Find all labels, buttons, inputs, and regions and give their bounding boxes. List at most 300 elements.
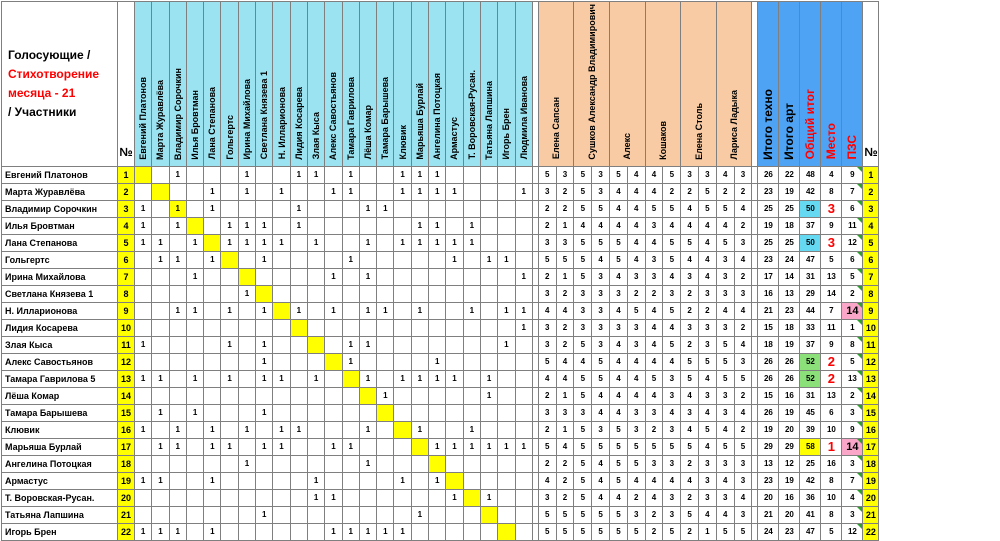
place-value: 13	[821, 268, 842, 285]
vote-cell	[359, 285, 376, 302]
vote-cell	[325, 285, 342, 302]
jury-score: 3	[699, 489, 717, 506]
jury-score: 4	[681, 200, 699, 217]
vote-cell	[238, 302, 255, 319]
tech-total: 21	[758, 302, 779, 319]
vote-cell	[186, 166, 203, 183]
corner-title	[2, 2, 118, 167]
vote-cell	[152, 387, 169, 404]
place-label: Место	[824, 123, 839, 160]
vote-cell: 1	[394, 234, 411, 251]
jury-score: 4	[610, 217, 628, 234]
vote-cell: 1	[429, 183, 446, 200]
vote-cell	[394, 353, 411, 370]
vote-cell	[480, 336, 497, 353]
vote-cell	[307, 506, 324, 523]
corner-month-label: месяца - 21	[8, 85, 76, 100]
vote-cell	[256, 285, 273, 302]
vote-cell: 1	[515, 438, 532, 455]
jury-score: 5	[645, 438, 663, 455]
jury-score: 5	[610, 234, 628, 251]
jury-score: 4	[716, 166, 734, 183]
vote-cell	[498, 489, 515, 506]
vote-cell: 1	[256, 302, 273, 319]
jury-score: 3	[681, 166, 699, 183]
vote-cell	[463, 336, 480, 353]
tech-total: 26	[758, 166, 779, 183]
vote-cell	[446, 200, 463, 217]
vote-cell: 1	[411, 234, 428, 251]
vote-cell: 1	[221, 336, 238, 353]
jury-score: 5	[574, 268, 592, 285]
jury-score: 3	[538, 404, 556, 421]
jury-score: 5	[610, 166, 628, 183]
vote-cell	[394, 336, 411, 353]
jury-score: 4	[556, 370, 574, 387]
vote-cell	[429, 523, 446, 540]
jury-score: 5	[645, 200, 663, 217]
vote-cell	[429, 200, 446, 217]
tech-total: 23	[758, 251, 779, 268]
vote-cell	[463, 319, 480, 336]
jury-score: 5	[574, 166, 592, 183]
jury-score: 3	[645, 268, 663, 285]
pzs-value: 6	[842, 200, 863, 217]
jury-score: 4	[645, 387, 663, 404]
jury-score: 3	[734, 353, 752, 370]
vote-cell: 1	[307, 370, 324, 387]
overall-total: 44	[800, 302, 821, 319]
table-row	[2, 370, 879, 387]
vote-cell	[221, 285, 238, 302]
jury-score: 5	[610, 523, 628, 540]
participant-name: Татьяна Лапшина	[2, 506, 118, 523]
vote-cell	[446, 319, 463, 336]
vote-cell	[411, 353, 428, 370]
vote-cell: 1	[186, 404, 203, 421]
vote-cell	[446, 353, 463, 370]
table-row	[2, 302, 879, 319]
jury-score: 3	[592, 421, 610, 438]
vote-cell	[169, 336, 186, 353]
vote-cell	[446, 268, 463, 285]
jury-score: 3	[699, 336, 717, 353]
participant-number: 4	[118, 217, 135, 234]
vote-cell	[238, 251, 255, 268]
tech-total-label: Итого техно	[761, 88, 776, 160]
vote-cell	[152, 421, 169, 438]
vote-cell	[204, 302, 221, 319]
vote-cell: 1	[169, 438, 186, 455]
participant-name: Армастус	[2, 472, 118, 489]
art-total: 18	[779, 319, 800, 336]
jury-score: 4	[645, 472, 663, 489]
jury-score: 5	[716, 438, 734, 455]
vote-cell	[463, 183, 480, 200]
vote-cell	[411, 336, 428, 353]
vote-cell	[359, 506, 376, 523]
vote-cell	[152, 183, 169, 200]
vote-cell: 1	[169, 166, 186, 183]
jury-score: 2	[734, 421, 752, 438]
table-row	[2, 251, 879, 268]
participant-name: Клювик	[2, 421, 118, 438]
jury-score: 3	[699, 455, 717, 472]
vote-cell	[515, 200, 532, 217]
voter-header	[377, 2, 394, 167]
vote-cell	[307, 336, 324, 353]
jury-score: 5	[610, 438, 628, 455]
vote-cell	[515, 506, 532, 523]
vote-cell	[238, 370, 255, 387]
vote-cell	[359, 353, 376, 370]
jury-score: 2	[538, 387, 556, 404]
pzs-value: 3	[842, 506, 863, 523]
participant-name: Игорь Брен	[2, 523, 118, 540]
jury-score: 4	[627, 217, 645, 234]
art-total: 16	[779, 489, 800, 506]
jury-score: 4	[610, 200, 628, 217]
jury-score: 5	[716, 200, 734, 217]
table-row	[2, 336, 879, 353]
vote-cell	[238, 404, 255, 421]
vote-cell	[325, 455, 342, 472]
vote-cell: 1	[152, 251, 169, 268]
overall-total: 50	[800, 234, 821, 251]
jury-score: 4	[556, 353, 574, 370]
jury-score: 5	[663, 302, 681, 319]
jury-score: 3	[538, 336, 556, 353]
voter-header	[480, 2, 497, 167]
jury-score: 4	[645, 166, 663, 183]
vote-cell	[325, 251, 342, 268]
voter-header	[463, 2, 480, 167]
vote-cell	[135, 302, 152, 319]
vote-cell	[377, 319, 394, 336]
place-value: 1	[821, 438, 842, 455]
vote-cell	[186, 506, 203, 523]
vote-cell: 1	[342, 336, 359, 353]
jury-score: 2	[681, 523, 699, 540]
vote-cell	[480, 217, 497, 234]
jury-score: 2	[716, 183, 734, 200]
jury-score: 5	[681, 506, 699, 523]
participant-number: 18	[118, 455, 135, 472]
vote-cell	[480, 234, 497, 251]
participant-number-right: 4	[863, 217, 879, 234]
vote-cell	[429, 251, 446, 268]
jury-score: 4	[681, 387, 699, 404]
vote-cell: 1	[290, 421, 307, 438]
vote-cell	[307, 421, 324, 438]
jury-score: 5	[556, 251, 574, 268]
vote-cell	[273, 251, 290, 268]
jury-score: 3	[663, 370, 681, 387]
jury-score: 3	[627, 404, 645, 421]
vote-cell	[238, 200, 255, 217]
vote-cell	[515, 387, 532, 404]
jury-name: Елена Столь	[693, 102, 704, 160]
vote-cell	[307, 387, 324, 404]
jury-score: 4	[645, 183, 663, 200]
vote-cell	[515, 489, 532, 506]
num-header-right-label: №	[864, 144, 878, 159]
vote-cell: 1	[429, 370, 446, 387]
vote-cell: 1	[463, 302, 480, 319]
art-total: 18	[779, 217, 800, 234]
art-total: 23	[779, 523, 800, 540]
participant-number: 17	[118, 438, 135, 455]
vote-cell	[238, 438, 255, 455]
vote-cell	[152, 302, 169, 319]
place-value: 11	[821, 319, 842, 336]
jury-score: 4	[734, 404, 752, 421]
vote-cell	[342, 234, 359, 251]
vote-cell	[377, 353, 394, 370]
jury-score: 2	[681, 285, 699, 302]
vote-cell	[515, 353, 532, 370]
table-row	[2, 404, 879, 421]
voter-name: Илья Бровтман	[190, 89, 201, 160]
pzs-header	[842, 2, 863, 167]
jury-score: 3	[716, 268, 734, 285]
jury-score: 4	[574, 353, 592, 370]
overall-total-label: Общий итог	[803, 89, 818, 160]
vote-cell	[135, 489, 152, 506]
vote-cell: 1	[256, 353, 273, 370]
vote-cell	[446, 404, 463, 421]
participant-name: Илья Бровтман	[2, 217, 118, 234]
vote-cell	[152, 285, 169, 302]
jury-score: 3	[699, 285, 717, 302]
jury-score: 5	[574, 455, 592, 472]
place-value: 8	[821, 183, 842, 200]
vote-cell	[169, 268, 186, 285]
table-row	[2, 217, 879, 234]
vote-cell	[394, 404, 411, 421]
jury-score: 3	[734, 166, 752, 183]
art-total: 14	[779, 268, 800, 285]
pzs-value: 12	[842, 234, 863, 251]
vote-cell	[394, 268, 411, 285]
vote-cell	[152, 200, 169, 217]
jury-score: 5	[592, 200, 610, 217]
jury-score: 5	[556, 523, 574, 540]
vote-cell: 1	[394, 166, 411, 183]
voter-name: Н. Илларионова	[276, 87, 287, 160]
vote-cell	[238, 319, 255, 336]
jury-score: 3	[716, 387, 734, 404]
vote-cell: 1	[342, 353, 359, 370]
vote-cell	[186, 421, 203, 438]
vote-cell	[204, 336, 221, 353]
vote-cell	[307, 353, 324, 370]
vote-cell	[480, 268, 497, 285]
participant-number: 14	[118, 387, 135, 404]
vote-cell	[377, 370, 394, 387]
jury-score: 3	[699, 319, 717, 336]
art-total: 19	[779, 472, 800, 489]
jury-score: 2	[538, 268, 556, 285]
jury-score: 3	[734, 234, 752, 251]
jury-score: 4	[610, 302, 628, 319]
jury-score: 4	[610, 404, 628, 421]
vote-cell	[342, 421, 359, 438]
overall-total: 31	[800, 387, 821, 404]
jury-score: 2	[645, 285, 663, 302]
vote-cell: 1	[204, 438, 221, 455]
jury-score: 3	[645, 455, 663, 472]
vote-cell	[394, 489, 411, 506]
jury-score: 3	[699, 387, 717, 404]
jury-score: 5	[592, 353, 610, 370]
vote-cell: 1	[221, 234, 238, 251]
vote-cell	[429, 489, 446, 506]
voter-name: Ирина Михайлова	[241, 79, 252, 160]
jury-header	[610, 2, 646, 167]
vote-cell	[204, 506, 221, 523]
vote-cell	[342, 302, 359, 319]
pzs-value: 8	[842, 336, 863, 353]
voter-name: Людмила Иванова	[518, 76, 529, 160]
vote-cell	[186, 251, 203, 268]
voter-name: Игорь Брен	[501, 108, 512, 160]
participant-name: Злая Кыса	[2, 336, 118, 353]
participant-number-right: 3	[863, 200, 879, 217]
vote-cell	[135, 353, 152, 370]
participant-name: Лидия Косарева	[2, 319, 118, 336]
vote-cell	[290, 506, 307, 523]
overall-total: 36	[800, 489, 821, 506]
vote-cell	[221, 523, 238, 540]
vote-cell: 1	[290, 166, 307, 183]
jury-score: 3	[681, 268, 699, 285]
vote-cell	[394, 251, 411, 268]
art-total: 25	[779, 234, 800, 251]
jury-score: 3	[645, 251, 663, 268]
jury-score: 5	[574, 370, 592, 387]
vote-cell	[463, 166, 480, 183]
tech-total: 19	[758, 421, 779, 438]
participant-number-right: 16	[863, 421, 879, 438]
jury-score: 4	[627, 166, 645, 183]
place-value: 3	[821, 234, 842, 251]
overall-total: 39	[800, 421, 821, 438]
jury-score: 5	[574, 200, 592, 217]
vote-cell	[325, 506, 342, 523]
jury-score: 4	[627, 472, 645, 489]
vote-cell: 1	[204, 200, 221, 217]
jury-score: 5	[592, 506, 610, 523]
vote-cell: 1	[359, 370, 376, 387]
vote-cell	[325, 319, 342, 336]
pzs-value: 2	[842, 285, 863, 302]
tech-total: 29	[758, 438, 779, 455]
vote-cell	[256, 387, 273, 404]
vote-cell	[498, 319, 515, 336]
pzs-value: 1	[842, 319, 863, 336]
vote-cell: 1	[169, 200, 186, 217]
vote-cell	[273, 489, 290, 506]
vote-cell	[273, 455, 290, 472]
vote-cell	[290, 489, 307, 506]
vote-cell	[169, 353, 186, 370]
jury-score: 5	[663, 166, 681, 183]
vote-cell	[221, 421, 238, 438]
vote-cell	[273, 302, 290, 319]
vote-cell: 1	[238, 285, 255, 302]
jury-score: 5	[627, 455, 645, 472]
vote-cell	[290, 268, 307, 285]
participant-name: Ангелина Потоцкая	[2, 455, 118, 472]
jury-score: 2	[538, 421, 556, 438]
participant-number: 19	[118, 472, 135, 489]
jury-score: 4	[716, 421, 734, 438]
jury-score: 4	[645, 336, 663, 353]
vote-cell: 1	[307, 472, 324, 489]
jury-score: 4	[574, 217, 592, 234]
vote-cell	[411, 404, 428, 421]
vote-cell	[480, 506, 497, 523]
voter-header	[325, 2, 342, 167]
participant-number: 6	[118, 251, 135, 268]
vote-cell: 1	[411, 302, 428, 319]
voter-name: Клювик	[397, 125, 408, 160]
vote-cell	[169, 455, 186, 472]
vote-cell: 1	[256, 404, 273, 421]
vote-cell	[429, 455, 446, 472]
vote-cell	[290, 523, 307, 540]
jury-score: 4	[663, 353, 681, 370]
participant-name: Н. Илларионова	[2, 302, 118, 319]
jury-score: 1	[556, 421, 574, 438]
pzs-value: 4	[842, 489, 863, 506]
vote-cell: 1	[307, 166, 324, 183]
vote-cell	[377, 268, 394, 285]
voter-header	[135, 2, 152, 167]
tech-total: 23	[758, 183, 779, 200]
vote-cell	[463, 200, 480, 217]
jury-score: 3	[699, 472, 717, 489]
place-value: 2	[821, 370, 842, 387]
pzs-value: 12	[842, 523, 863, 540]
vote-cell: 1	[256, 336, 273, 353]
jury-score: 3	[645, 404, 663, 421]
voter-header	[498, 2, 515, 167]
vote-cell: 1	[290, 200, 307, 217]
corner-contest-label: Стихотворение	[8, 66, 100, 81]
participant-number-right: 8	[863, 285, 879, 302]
vote-cell	[480, 319, 497, 336]
vote-cell	[221, 353, 238, 370]
vote-cell	[186, 455, 203, 472]
jury-score: 5	[610, 472, 628, 489]
table-row	[2, 489, 879, 506]
vote-cell	[238, 268, 255, 285]
jury-header	[574, 2, 610, 167]
jury-score: 2	[734, 268, 752, 285]
vote-cell	[429, 336, 446, 353]
jury-score: 4	[610, 489, 628, 506]
participant-name: Марьяша Бурлай	[2, 438, 118, 455]
vote-cell	[204, 217, 221, 234]
art-total: 25	[779, 200, 800, 217]
vote-cell: 1	[152, 523, 169, 540]
vote-cell: 1	[429, 472, 446, 489]
vote-cell	[515, 370, 532, 387]
vote-cell	[221, 268, 238, 285]
vote-cell: 1	[463, 217, 480, 234]
